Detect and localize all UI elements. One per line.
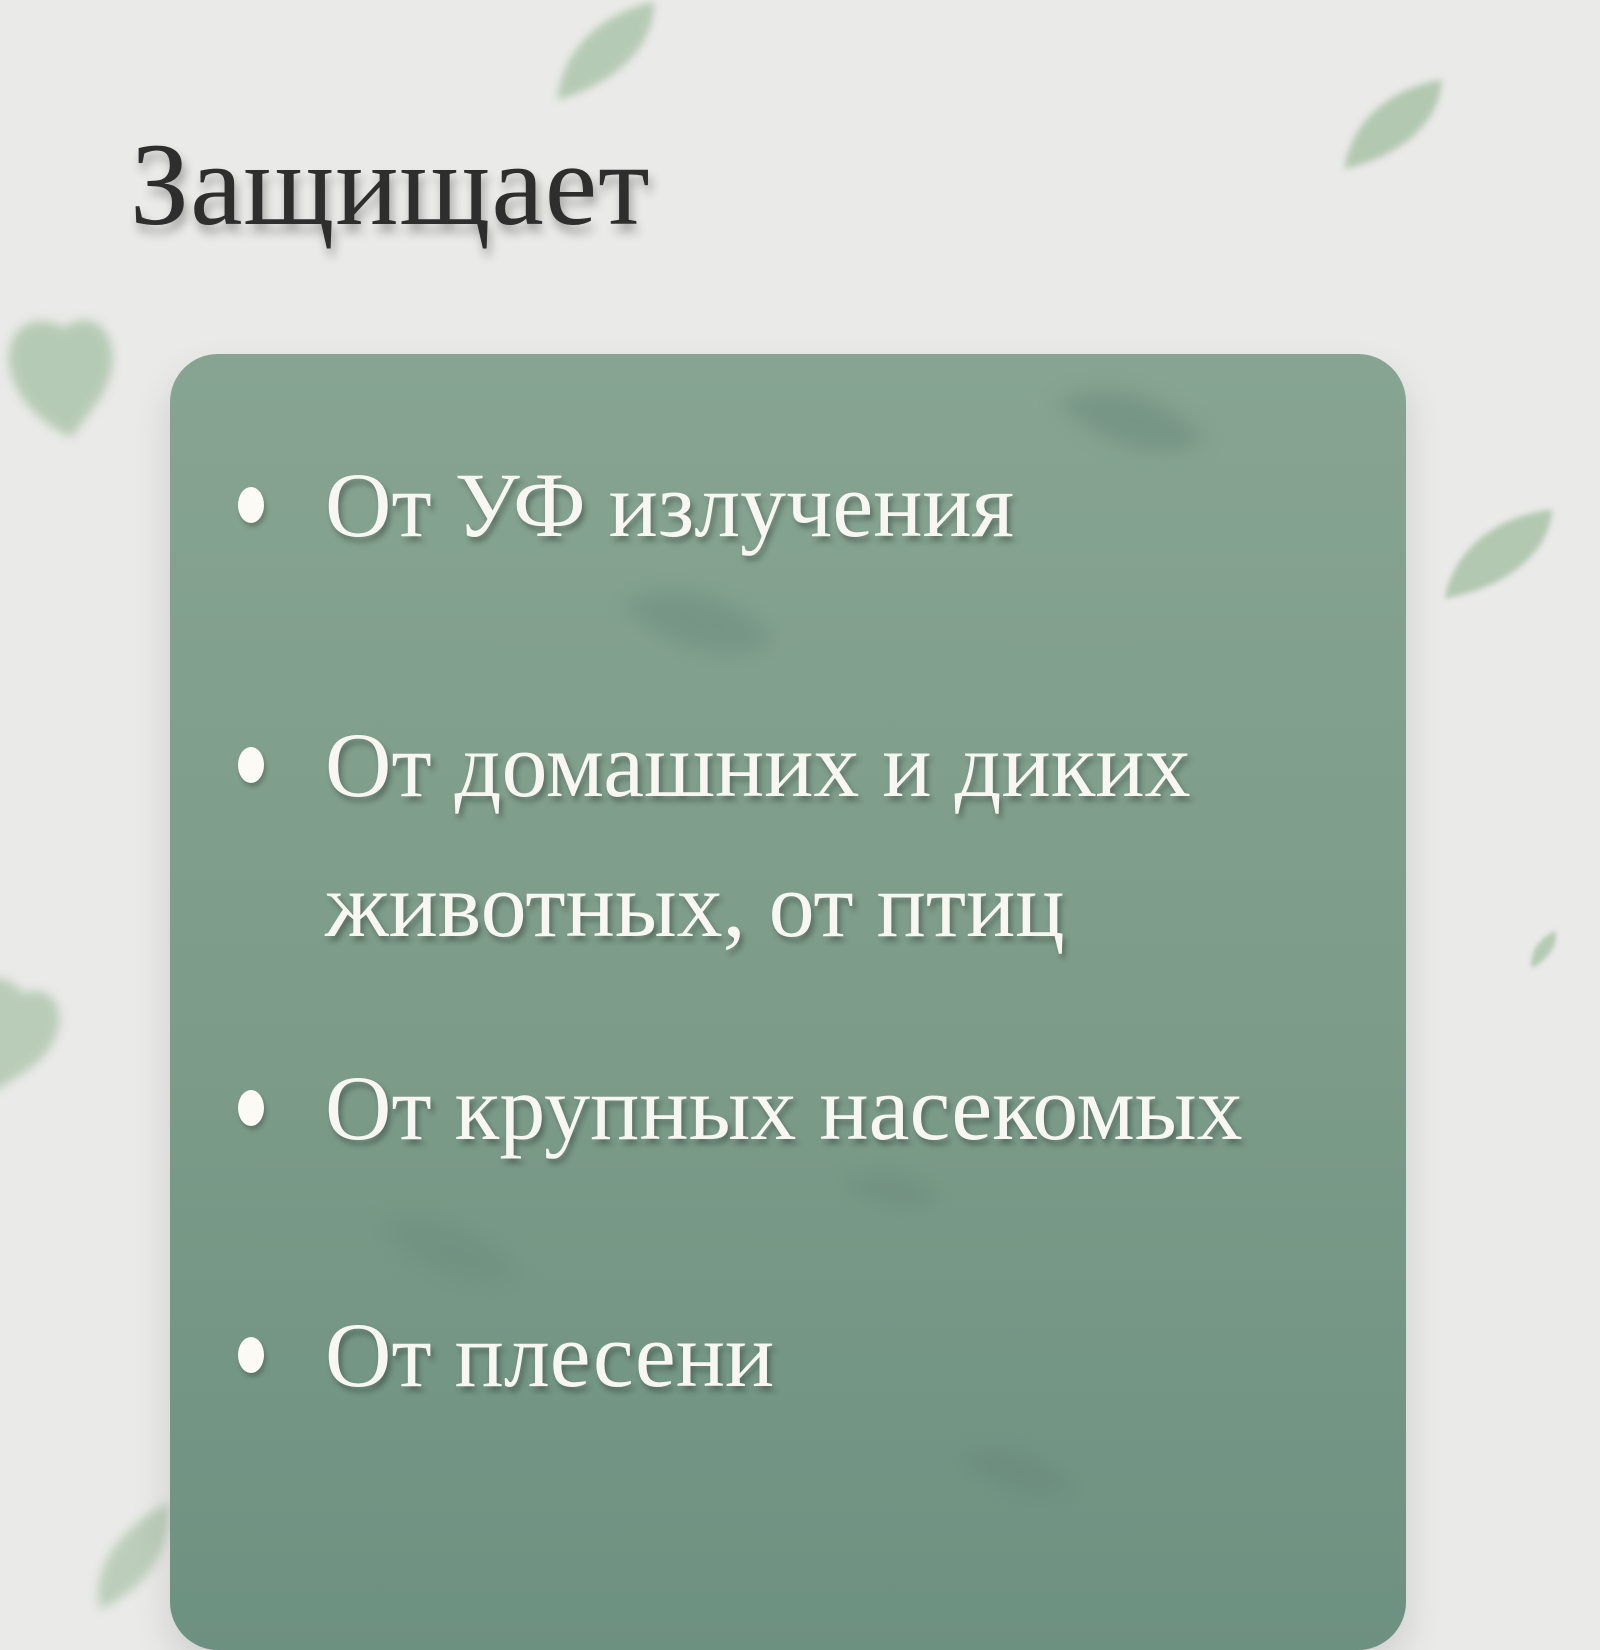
list-item <box>238 435 1014 575</box>
bullet-text: От крупных насекомых <box>325 1057 1243 1159</box>
leaf-icon <box>1425 499 1571 605</box>
leaf-icon <box>1322 70 1462 175</box>
bullet-list <box>170 354 1406 1650</box>
heart-leaf-icon <box>0 940 79 1110</box>
bullet-text: От домашних и диких животных, от птиц <box>325 714 1191 956</box>
bullet-dot-icon <box>238 1090 264 1126</box>
bullet-text: От УФ излучения <box>325 454 1015 556</box>
content-card <box>170 354 1406 1650</box>
bullet-text: От плесени <box>325 1304 775 1406</box>
heart-leaf-icon <box>0 278 131 452</box>
bullet-dot-icon <box>238 747 264 783</box>
bullet-dot-icon <box>238 1337 264 1373</box>
list-item <box>238 1038 1243 1178</box>
leaf-icon <box>1518 927 1567 971</box>
list-item <box>238 1285 774 1425</box>
leaf-icon <box>531 0 679 106</box>
bullet-dot-icon <box>238 487 264 523</box>
list-item <box>238 695 1345 975</box>
page-title: Защищает <box>130 119 651 250</box>
